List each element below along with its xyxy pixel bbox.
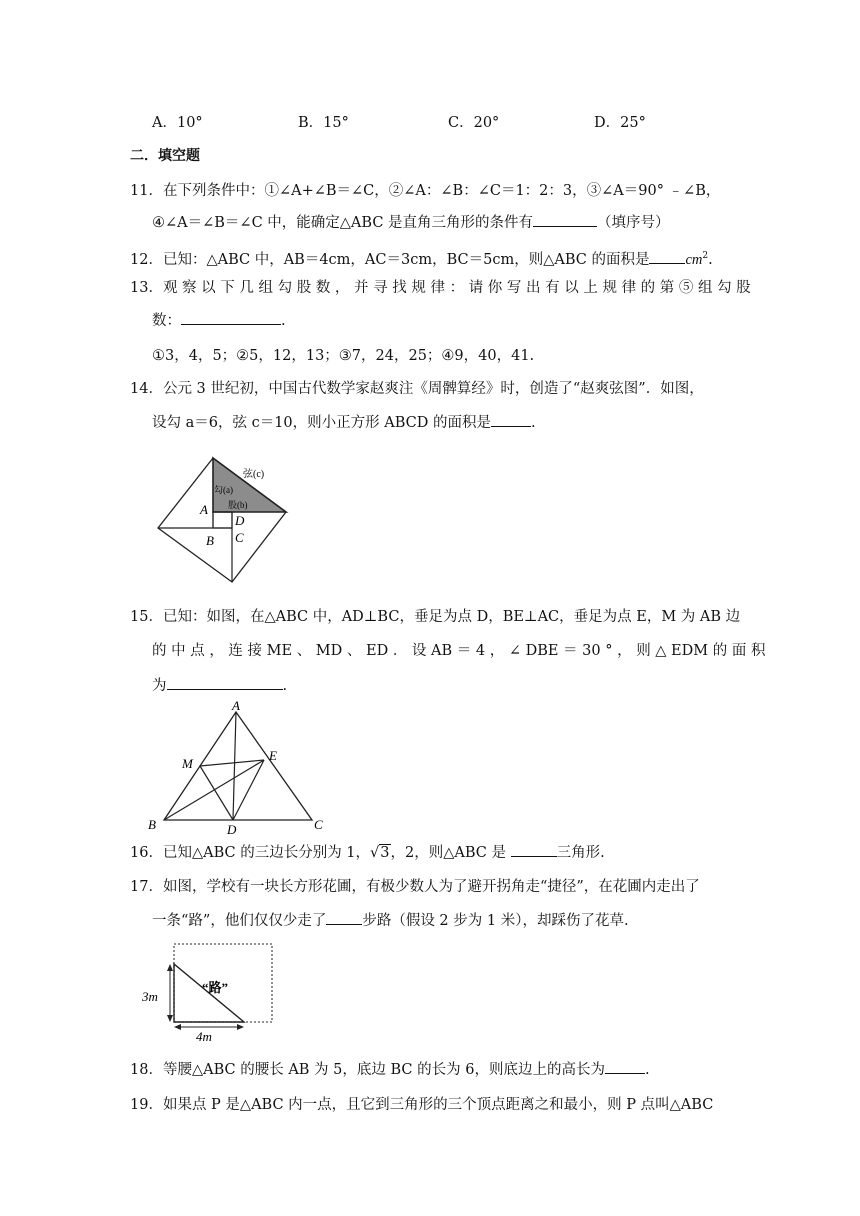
label-xian: 弦(c) (243, 469, 265, 480)
triangle-abc-diagram (144, 696, 334, 836)
q13-line3: ①3，4，5；②5，12，13；③7，24，25；④9，40，41. (152, 348, 535, 364)
label-d: D (227, 822, 237, 837)
answer-blank[interactable] (511, 842, 557, 857)
label-a: A (200, 502, 208, 517)
label-gu: 股(b) (228, 500, 248, 510)
answer-blank[interactable] (167, 675, 283, 690)
answer-blank[interactable] (649, 249, 685, 264)
label-b: B (206, 533, 214, 548)
label-gou: 勾(a) (214, 485, 233, 495)
q15-line3: 为 . (152, 675, 287, 697)
q14-line2: 设勾 a＝6，弦 c＝10，则小正方形 ABCD 的面积是 . (152, 412, 536, 434)
option-d: D．25° (594, 115, 646, 131)
q15-line2: 的 中 点 ， 连 接 ME 、 MD 、 ED ． 设 AB ＝ 4 ， ∠ DBE ＝ 30 ° ， 则 △ EDM 的 面 积 (152, 643, 766, 659)
label-a: A (232, 698, 240, 713)
label-m: M (182, 756, 193, 771)
answer-blank[interactable] (605, 1059, 645, 1074)
q15-line1: 15．已知：如图，在△ABC 中，AD⊥BC，垂足为点 D，BE⊥AC，垂足为点 E，M 为 AB 边 (130, 609, 741, 625)
answer-blank[interactable] (533, 212, 597, 227)
zhao-shuang-diagram (150, 448, 300, 590)
q17-line2: 一条“路”，他们仅仅少走了 步路（假设 2 步为 1 米），却踩伤了花草. (152, 910, 629, 932)
answer-blank[interactable] (326, 910, 362, 925)
section-title: 二．填空题 (130, 148, 200, 164)
option-a: A．10° (152, 115, 203, 131)
label-c: C (314, 817, 323, 832)
label-d: D (235, 513, 245, 528)
garden-path-diagram (140, 940, 280, 1044)
option-c: C．20° (448, 115, 500, 131)
answer-blank[interactable] (181, 310, 281, 325)
q14-line1: 14．公元 3 世纪初，中国古代数学家赵爽注《周髀算经》时，创造了“赵爽弦图”．如图， (130, 381, 704, 397)
option-b: B．15° (298, 115, 349, 131)
q11-line1: 11．在下列条件中：①∠A+∠B＝∠C，②∠A：∠B：∠C＝1：2：3，③∠A＝90° ﹣∠B， (130, 183, 721, 199)
q13-line1: 13．观 察 以 下 几 组 勾 股 数 ， 并 寻 找 规 律 ： 请 你 写 出 有 以 上 规 律 的 第 ⑤ 组 勾 股 (130, 280, 751, 296)
answer-blank[interactable] (491, 412, 531, 427)
q18-line: 18．等腰△ABC 的腰长 AB 为 5，底边 BC 的长为 6，则底边上的高长为 . (130, 1059, 650, 1081)
q12-line: 12．已知：△ABC 中，AB＝4cm，AC＝3cm，BC＝5cm，则△ABC 的面积是 $cm^2$. (130, 245, 713, 271)
sqrt-three: √3 (370, 845, 390, 861)
label-3m: 3m (142, 989, 158, 1004)
q19-line1: 19．如果点 P 是△ABC 内一点，且它到三角形的三个顶点距离之和最小，则 P 点叫△ABC (130, 1097, 714, 1113)
q11-line2: ④∠A＝∠B＝∠C 中，能确定△ABC 是直角三角形的条件有 （填序号） (152, 212, 670, 234)
q17-line1: 17．如图，学校有一块长方形花圃，有极少数人为了避开拐角走“捷径”，在花圃内走出了 (130, 879, 700, 895)
label-e: E (269, 748, 277, 763)
label-4m: 4m (196, 1029, 212, 1044)
label-road: “路” (202, 980, 229, 995)
small-square (213, 512, 232, 528)
label-b: B (148, 817, 156, 832)
q16-line: 16．已知△ABC 的三边长分别为 1，√3，2，则△ABC 是 三角形. (130, 842, 605, 864)
q13-line2: 数： . (152, 310, 286, 332)
label-c: C (235, 530, 244, 545)
